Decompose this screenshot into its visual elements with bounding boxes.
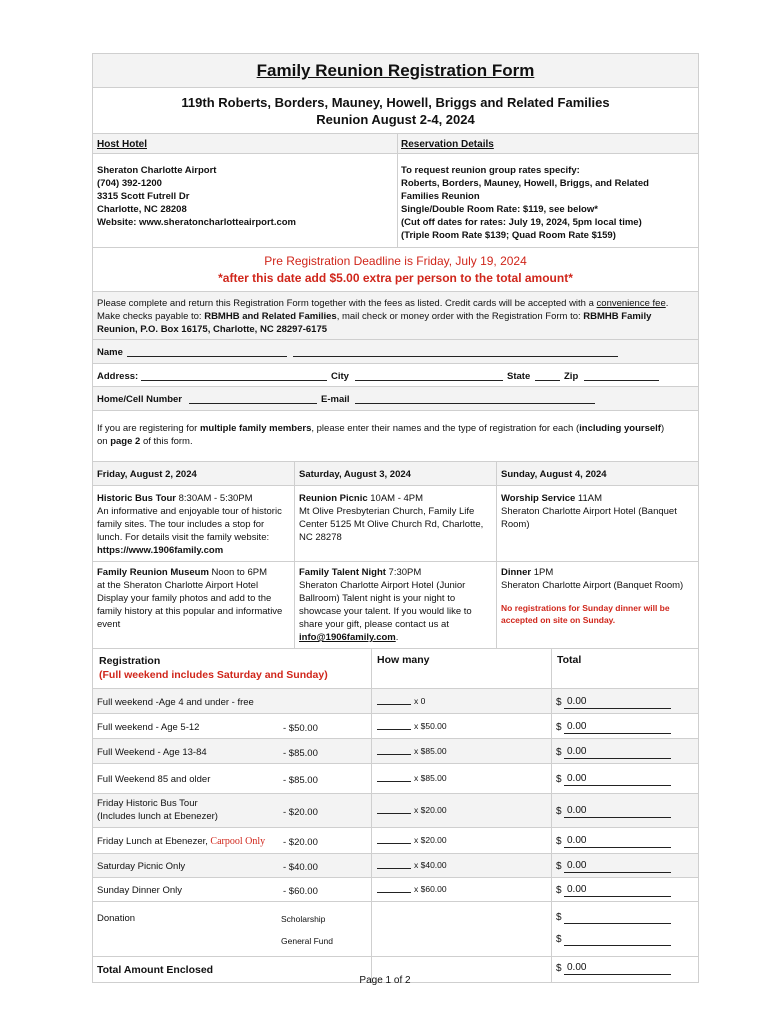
dollar-sign: $ [556, 836, 562, 847]
multiple-members-row [93, 411, 698, 462]
dollar-sign: $ [556, 722, 562, 733]
contact-email-link[interactable]: info@1906family.com [299, 632, 396, 643]
reservation-details [401, 164, 693, 242]
carpool-note: Carpool Only [210, 836, 266, 847]
state-field[interactable] [535, 380, 560, 381]
city-label: City [331, 371, 349, 382]
note-emphasis: including yourself [579, 423, 661, 434]
talent-night-event: Family Talent Night 7:30PM Sheraton Charlotte Airport Hotel (Junior Ballroom) Talent night is your night to showcase your talent. If you would like to share your gift, please contact us at info@1906family.com. [299, 567, 472, 643]
payment-instructions [97, 297, 692, 336]
quantity-field[interactable] [377, 781, 411, 782]
dinner-event [501, 566, 691, 626]
general-fund-label: General Fund [281, 936, 333, 946]
total-heading: Total [557, 654, 582, 666]
item-price: - $50.00 [283, 723, 318, 734]
friday-heading: Friday, August 2, 2024 [97, 469, 197, 480]
registration-item-label [97, 884, 182, 897]
registration-row [93, 739, 698, 764]
reservation-line: Roberts, Borders, Mauney, Howell, Briggs, and Related [401, 178, 649, 189]
row-total-field[interactable] [564, 847, 671, 848]
general-fund-amount-field[interactable] [564, 945, 671, 946]
payee-name: RBMHB and Related Families [204, 311, 337, 322]
registration-item-label [97, 773, 210, 786]
item-name: Full Weekend 85 and older [97, 774, 211, 785]
city-field[interactable] [355, 380, 503, 381]
instructions-text: . Make checks payable to: [97, 298, 669, 322]
phone-label: Home/Cell Number [97, 394, 182, 405]
dollar-sign: $ [556, 697, 562, 708]
phone-field[interactable] [189, 403, 317, 404]
family-website-link[interactable]: https://www.1906family.com [97, 545, 224, 556]
worship-event [501, 492, 691, 531]
multiple-members-note [97, 422, 672, 448]
hotel-name: Sheraton Charlotte Airport [97, 165, 217, 176]
scholarship-dollar: $ [556, 912, 562, 923]
registration-item-label [97, 721, 199, 734]
dinner-description: Sheraton Charlotte Airport (Banquet Room) [501, 580, 684, 591]
registration-item-label [97, 835, 265, 848]
dollar-sign: $ [556, 806, 562, 817]
multiplier: x $60.00 [414, 884, 447, 894]
quantity-field[interactable] [377, 843, 411, 844]
address-label: Address: [97, 371, 139, 382]
row-total-field[interactable] [564, 758, 671, 759]
multiplier: x $50.00 [414, 721, 447, 731]
dollar-sign: $ [556, 861, 562, 872]
worship-description: Sheraton Charlotte Airport Hotel (Banquet Room) [501, 506, 677, 530]
row-total-field[interactable] [564, 896, 671, 897]
note-emphasis: multiple family members [199, 423, 312, 434]
subtitle-families: 119th Roberts, Borders, Mauney, Howell, Briggs and Related Families [181, 95, 610, 110]
general-fund-dollar: $ [556, 934, 562, 945]
multiplier: x $20.00 [414, 805, 447, 815]
registration-item-label [97, 696, 254, 709]
days-header-row [93, 462, 698, 486]
item-name: Friday Historic Bus Tour [97, 798, 198, 809]
multiplier: x $40.00 [414, 860, 447, 870]
reservation-line: Single/Double Room Rate: $119, see below* [401, 204, 598, 215]
quantity-field[interactable] [377, 813, 411, 814]
hotel-header-row [93, 134, 698, 154]
item-price: - $60.00 [283, 886, 318, 897]
how-many-divider [371, 649, 372, 982]
state-label: State [507, 371, 531, 382]
registration-form [92, 53, 699, 983]
form-subtitle [93, 88, 698, 134]
deadline-notice [93, 248, 698, 292]
total-enclosed-value: 0.00 [567, 962, 587, 973]
scholarship-amount-field[interactable] [564, 923, 671, 924]
name-row [93, 340, 698, 364]
row-total-value: 0.00 [567, 696, 587, 707]
row-total-value: 0.00 [567, 773, 587, 784]
instructions-row [93, 292, 698, 340]
row-total-value: 0.00 [567, 860, 587, 871]
hotel-website[interactable]: Website: www.sheratoncharlotteairport.com [97, 217, 297, 228]
hotel-details-row [93, 154, 698, 248]
quantity-field[interactable] [377, 868, 411, 869]
item-name: Saturday Picnic Only [97, 861, 186, 872]
zip-label: Zip [564, 371, 579, 382]
multiplier: x $85.00 [414, 773, 447, 783]
subtitle-dates: Reunion August 2-4, 2024 [316, 112, 475, 127]
bus-tour-title: Historic Bus Tour [97, 493, 176, 504]
museum-time: Noon to 6PM [208, 567, 267, 578]
scholarship-label: Scholarship [281, 914, 326, 924]
hotel-city: Charlotte, NC 28208 [97, 204, 187, 215]
item-price: - $85.00 [283, 748, 318, 759]
registration-row [93, 689, 698, 714]
item-name: Sunday Dinner Only [97, 885, 183, 896]
multiplier: x $85.00 [414, 746, 447, 756]
contact-row [93, 387, 698, 411]
deadline-date: Pre Registration Deadline is Friday, July 19, 2024 [264, 254, 527, 268]
item-name: Full weekend -Age 4 and under - free [97, 697, 254, 708]
picnic-time: 10AM - 4PM [367, 493, 424, 504]
registration-header-row [93, 649, 698, 689]
reservation-line: (Cut off dates for rates: July 19, 2024, 5pm local time) [401, 217, 642, 228]
worship-time: 11AM [575, 493, 603, 504]
row-total-value: 0.00 [567, 805, 587, 816]
registration-row [93, 878, 698, 902]
mailing-address: RBMHB Family Reunion, P.O. Box 16175, Charlotte, NC 28297-6175 [97, 311, 652, 335]
note-text: ) on [97, 423, 665, 447]
deadline-surcharge: *after this date add $5.00 extra per person to the total amount* [218, 271, 573, 285]
row-total-field[interactable] [564, 817, 671, 818]
registration-item-label [97, 746, 207, 759]
multiplier: x 0 [414, 696, 426, 706]
address-field[interactable] [141, 380, 327, 381]
picnic-description: Mt Olive Presbyterian Church, Family Life Center 5125 Mt Olive Church Rd, Charlotte, NC 28278 [299, 506, 484, 543]
item-price: - $20.00 [283, 837, 318, 848]
dinner-time: 1PM [531, 567, 554, 578]
email-label: E-mail [321, 394, 350, 405]
row-total-value: 0.00 [567, 884, 587, 895]
events-row-2 [93, 562, 698, 649]
picnic-event [299, 492, 489, 544]
saturday-heading: Saturday, August 3, 2024 [299, 469, 411, 480]
note-emphasis: page 2 [110, 436, 141, 447]
reservation-line: To request reunion group rates specify: [401, 165, 580, 176]
address-row [93, 364, 698, 387]
registration-item-label [97, 860, 185, 873]
row-total-value: 0.00 [567, 746, 587, 757]
talent-description: Sheraton Charlotte Airport Hotel (Junior Ballroom) Talent night is your night to showcase your talent. If you would like to share your gift, please contact us at [299, 580, 472, 630]
name-label: Name [97, 347, 123, 358]
row-total-field[interactable] [564, 733, 671, 734]
sunday-dinner-warning: No registrations for Sunday dinner will be accepted on site on Sunday. [501, 603, 670, 625]
registration-subheading: (Full weekend includes Saturday and Sunday) [99, 669, 328, 681]
hotel-divider [397, 134, 398, 248]
events-row-1 [93, 486, 698, 562]
total-enclosed-label: Total Amount Enclosed [97, 964, 214, 976]
registration-row [93, 854, 698, 878]
quantity-field[interactable] [377, 892, 411, 893]
email-field[interactable] [355, 403, 595, 404]
zip-field[interactable] [584, 380, 659, 381]
item-name: Friday Lunch at Ebenezer, [97, 836, 208, 847]
bus-tour-time: 8:30AM - 5:30PM [176, 493, 253, 504]
day-divider-1 [294, 462, 295, 649]
instructions-text: , mail check or money order with the Registration Form to: [336, 311, 584, 322]
talent-time: 7:30PM [385, 567, 422, 578]
reservation-line: (Triple Room Rate $139; Quad Room Rate $159) [401, 230, 616, 241]
quantity-field[interactable] [377, 754, 411, 755]
host-hotel-heading: Host Hotel [97, 139, 147, 150]
dollar-sign: $ [556, 885, 562, 896]
registration-row [93, 764, 698, 794]
row-total-field[interactable] [564, 785, 671, 786]
item-name: Full Weekend - Age 13-84 [97, 747, 207, 758]
bus-tour-description: An informative and enjoyable tour of historic family sites. The tour includes a stop for lunch. For details visit the family website: [97, 506, 282, 543]
instructions-text: Please complete and return this Registration Form together with the fees as listed. Credit cards will be accepted with a [97, 298, 597, 309]
item-name: Full weekend - Age 5-12 [97, 722, 200, 733]
day-divider-2 [496, 462, 497, 649]
row-total-field[interactable] [564, 872, 671, 873]
bus-tour-event [97, 492, 287, 557]
museum-title: Family Reunion Museum [97, 567, 209, 578]
note-text: , please enter their names and the type of registration for each ( [311, 423, 580, 434]
registration-row [93, 794, 698, 828]
row-total-field[interactable] [564, 708, 671, 709]
registration-item-label [97, 797, 218, 823]
museum-event [97, 566, 287, 631]
quantity-field[interactable] [377, 704, 411, 705]
donation-row [93, 902, 698, 957]
note-text: If you are registering for [97, 423, 200, 434]
worship-title: Worship Service [501, 493, 576, 504]
total-enclosed-dollar: $ [556, 963, 562, 974]
dinner-title: Dinner [501, 567, 532, 578]
dollar-sign: $ [556, 747, 562, 758]
convenience-fee-link[interactable]: convenience fee [596, 298, 666, 309]
how-many-heading: How many [377, 654, 430, 666]
quantity-field[interactable] [377, 729, 411, 730]
host-hotel-details [97, 164, 387, 229]
registration-row [93, 714, 698, 739]
museum-description: at the Sheraton Charlotte Airport Hotel Display your family photos and add to the family history at this popular and informative event [97, 580, 283, 630]
hotel-phone: (704) 392-1200 [97, 178, 162, 189]
item-price: - $20.00 [283, 807, 318, 818]
row-total-value: 0.00 [567, 835, 587, 846]
item-subtitle: (Includes lunch at Ebenezer) [97, 811, 218, 822]
multiplier: x $20.00 [414, 835, 447, 845]
donation-label: Donation [97, 913, 136, 924]
picnic-title: Reunion Picnic [299, 493, 368, 504]
registration-row [93, 828, 698, 854]
reservation-heading: Reservation Details [401, 139, 494, 150]
dollar-sign: $ [556, 774, 562, 785]
hotel-street: 3315 Scott Futrell Dr [97, 191, 190, 202]
item-price: - $40.00 [283, 862, 318, 873]
last-name-field[interactable] [293, 356, 618, 357]
talent-title: Family Talent Night [299, 567, 386, 578]
registration-heading: Registration [99, 655, 161, 667]
reservation-line: Families Reunion [401, 191, 480, 202]
total-divider [551, 649, 552, 982]
sunday-heading: Sunday, August 4, 2024 [501, 469, 607, 480]
row-total-value: 0.00 [567, 721, 587, 732]
form-title: Family Reunion Registration Form [93, 54, 698, 88]
note-text: of this form. [140, 436, 193, 447]
registration-heading-block [99, 654, 328, 682]
first-name-field[interactable] [127, 356, 287, 357]
item-price: - $85.00 [283, 775, 318, 786]
page-number: Page 1 of 2 [359, 975, 411, 986]
